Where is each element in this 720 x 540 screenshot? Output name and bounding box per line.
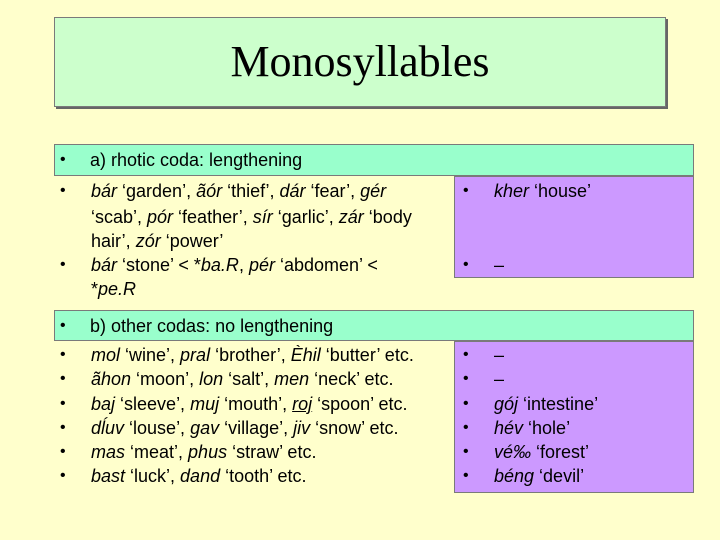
gloss: ‘stone’ < * — [117, 255, 201, 275]
section-a-bullet: • — [60, 151, 66, 168]
gloss: ‘house’ — [529, 181, 592, 201]
gloss: ‘scab’, — [91, 207, 148, 227]
gloss: ‘garlic’, — [272, 207, 339, 227]
form: phus — [188, 442, 228, 462]
form: jiv — [293, 418, 311, 438]
group-a-right1 — [494, 179, 591, 203]
gloss: ‘spoon’ etc. — [312, 394, 408, 414]
gloss: ‘moon’, — [131, 369, 200, 389]
gloss: ‘tooth’ etc. — [220, 466, 307, 486]
group-a-item2-line1 — [91, 253, 378, 277]
gloss: ‘wine’, — [120, 345, 181, 365]
form-dar: dár — [279, 181, 306, 201]
group-a-item1-line3 — [91, 229, 223, 253]
group-a-item2-line2 — [91, 277, 136, 301]
form-ba-r: ba.R — [200, 255, 239, 275]
group-b-left-bullet: • — [60, 443, 66, 460]
form: hév — [494, 418, 524, 438]
form-zor: zór — [135, 231, 161, 251]
gloss: * — [91, 279, 99, 299]
form: béng — [494, 466, 535, 486]
gloss: ‘intestine’ — [518, 394, 599, 414]
gloss: ‘brother’, — [210, 345, 291, 365]
form-kher: kher — [494, 181, 530, 201]
group-b-right-line — [494, 416, 570, 440]
form: bast — [91, 466, 126, 486]
form-zar: zár — [338, 207, 364, 227]
form: mas — [91, 442, 126, 462]
form-per: pér — [248, 255, 275, 275]
form: vé‰ — [494, 442, 532, 462]
form: gój — [494, 394, 519, 414]
group-b-right-line — [494, 367, 504, 391]
section-a-heading: a) rhotic coda: lengthening — [90, 150, 303, 170]
form: ãhon — [91, 369, 132, 389]
group-b-left-bullet: • — [60, 419, 66, 436]
group-b-right-line — [494, 392, 598, 416]
group-a-right2: – — [494, 255, 505, 275]
group-b-right-bullet: • — [463, 346, 469, 363]
form: baj — [91, 394, 116, 414]
group-a-right2-bullet: • — [463, 256, 469, 273]
section-b-heading: b) other codas: no lengthening — [90, 316, 334, 336]
form-bar-stone: bár — [91, 255, 118, 275]
gloss: hair’, — [91, 231, 136, 251]
gloss: ‘fear’, — [305, 181, 361, 201]
gloss: ‘body — [363, 207, 412, 227]
gloss: ‘neck’ etc. — [309, 369, 394, 389]
form-bar: bár — [91, 181, 118, 201]
gloss: ‘thief’, — [222, 181, 280, 201]
group-b-right-bullet: • — [463, 370, 469, 387]
form-aor: ãór — [196, 181, 223, 201]
group-a-item1-line2 — [91, 205, 412, 229]
group-b-left-bullet: • — [60, 346, 66, 363]
group-b-left-line — [91, 343, 414, 367]
gloss: ‘feather’, — [173, 207, 253, 227]
gloss: ‘mouth’, — [219, 394, 293, 414]
gloss: – — [494, 345, 505, 365]
gloss: ‘devil’ — [534, 466, 585, 486]
group-b-right-bullet: • — [463, 467, 469, 484]
group-a-item1-bullet: • — [60, 182, 66, 199]
title-box — [54, 17, 666, 107]
group-b-right-line — [494, 464, 584, 488]
gloss: ‘sleeve’, — [115, 394, 191, 414]
form: muj — [190, 394, 220, 414]
form: lon — [199, 369, 224, 389]
form: mol — [91, 345, 121, 365]
gloss: ‘luck’, — [125, 466, 181, 486]
form-pe-r: pe.R — [98, 279, 137, 299]
gloss: – — [494, 369, 505, 389]
form-ger: gér — [360, 181, 387, 201]
slide-title: Monosyllables — [230, 37, 490, 86]
gloss: ‘butter’ etc. — [320, 345, 414, 365]
group-a-item2-bullet: • — [60, 256, 66, 273]
gloss: ‘forest’ — [531, 442, 590, 462]
form-sir: sír — [252, 207, 273, 227]
group-b-left-bullet: • — [60, 395, 66, 412]
group-a-item1-line1 — [91, 179, 386, 203]
group-b-right-line — [494, 440, 589, 464]
group-b-right-bullet: • — [463, 443, 469, 460]
form: gav — [190, 418, 220, 438]
group-b-left-line — [91, 440, 316, 464]
group-b-left-bullet: • — [60, 370, 66, 387]
gloss: ‘garden’, — [117, 181, 197, 201]
form: men — [274, 369, 310, 389]
gloss: ‘hole’ — [523, 418, 571, 438]
group-b-right-bullet: • — [463, 395, 469, 412]
group-b-left-line — [91, 367, 394, 391]
form: roj — [292, 394, 313, 414]
group-a-right1-bullet: • — [463, 182, 469, 199]
group-b-right-bullet: • — [463, 419, 469, 436]
group-b-right-line — [494, 343, 504, 367]
gloss: , — [238, 255, 249, 275]
group-b-left-bullet: • — [60, 467, 66, 484]
form-por: pór — [147, 207, 174, 227]
gloss: ‘abdomen’ < — [274, 255, 378, 275]
gloss: ‘snow’ etc. — [310, 418, 399, 438]
section-b-bullet: • — [60, 317, 66, 334]
group-b-left-line — [91, 416, 399, 440]
form: dĺuv — [91, 418, 125, 438]
gloss: ‘meat’, — [125, 442, 189, 462]
group-b-left-line — [91, 464, 306, 488]
form: dand — [180, 466, 221, 486]
form: Èhil — [290, 345, 321, 365]
gloss: ‘power’ — [160, 231, 224, 251]
gloss: ‘louse’, — [124, 418, 191, 438]
group-b-left-line — [91, 392, 408, 416]
gloss: ‘salt’, — [223, 369, 275, 389]
form: pral — [180, 345, 211, 365]
gloss: ‘village’, — [219, 418, 294, 438]
gloss: ‘straw’ etc. — [227, 442, 317, 462]
